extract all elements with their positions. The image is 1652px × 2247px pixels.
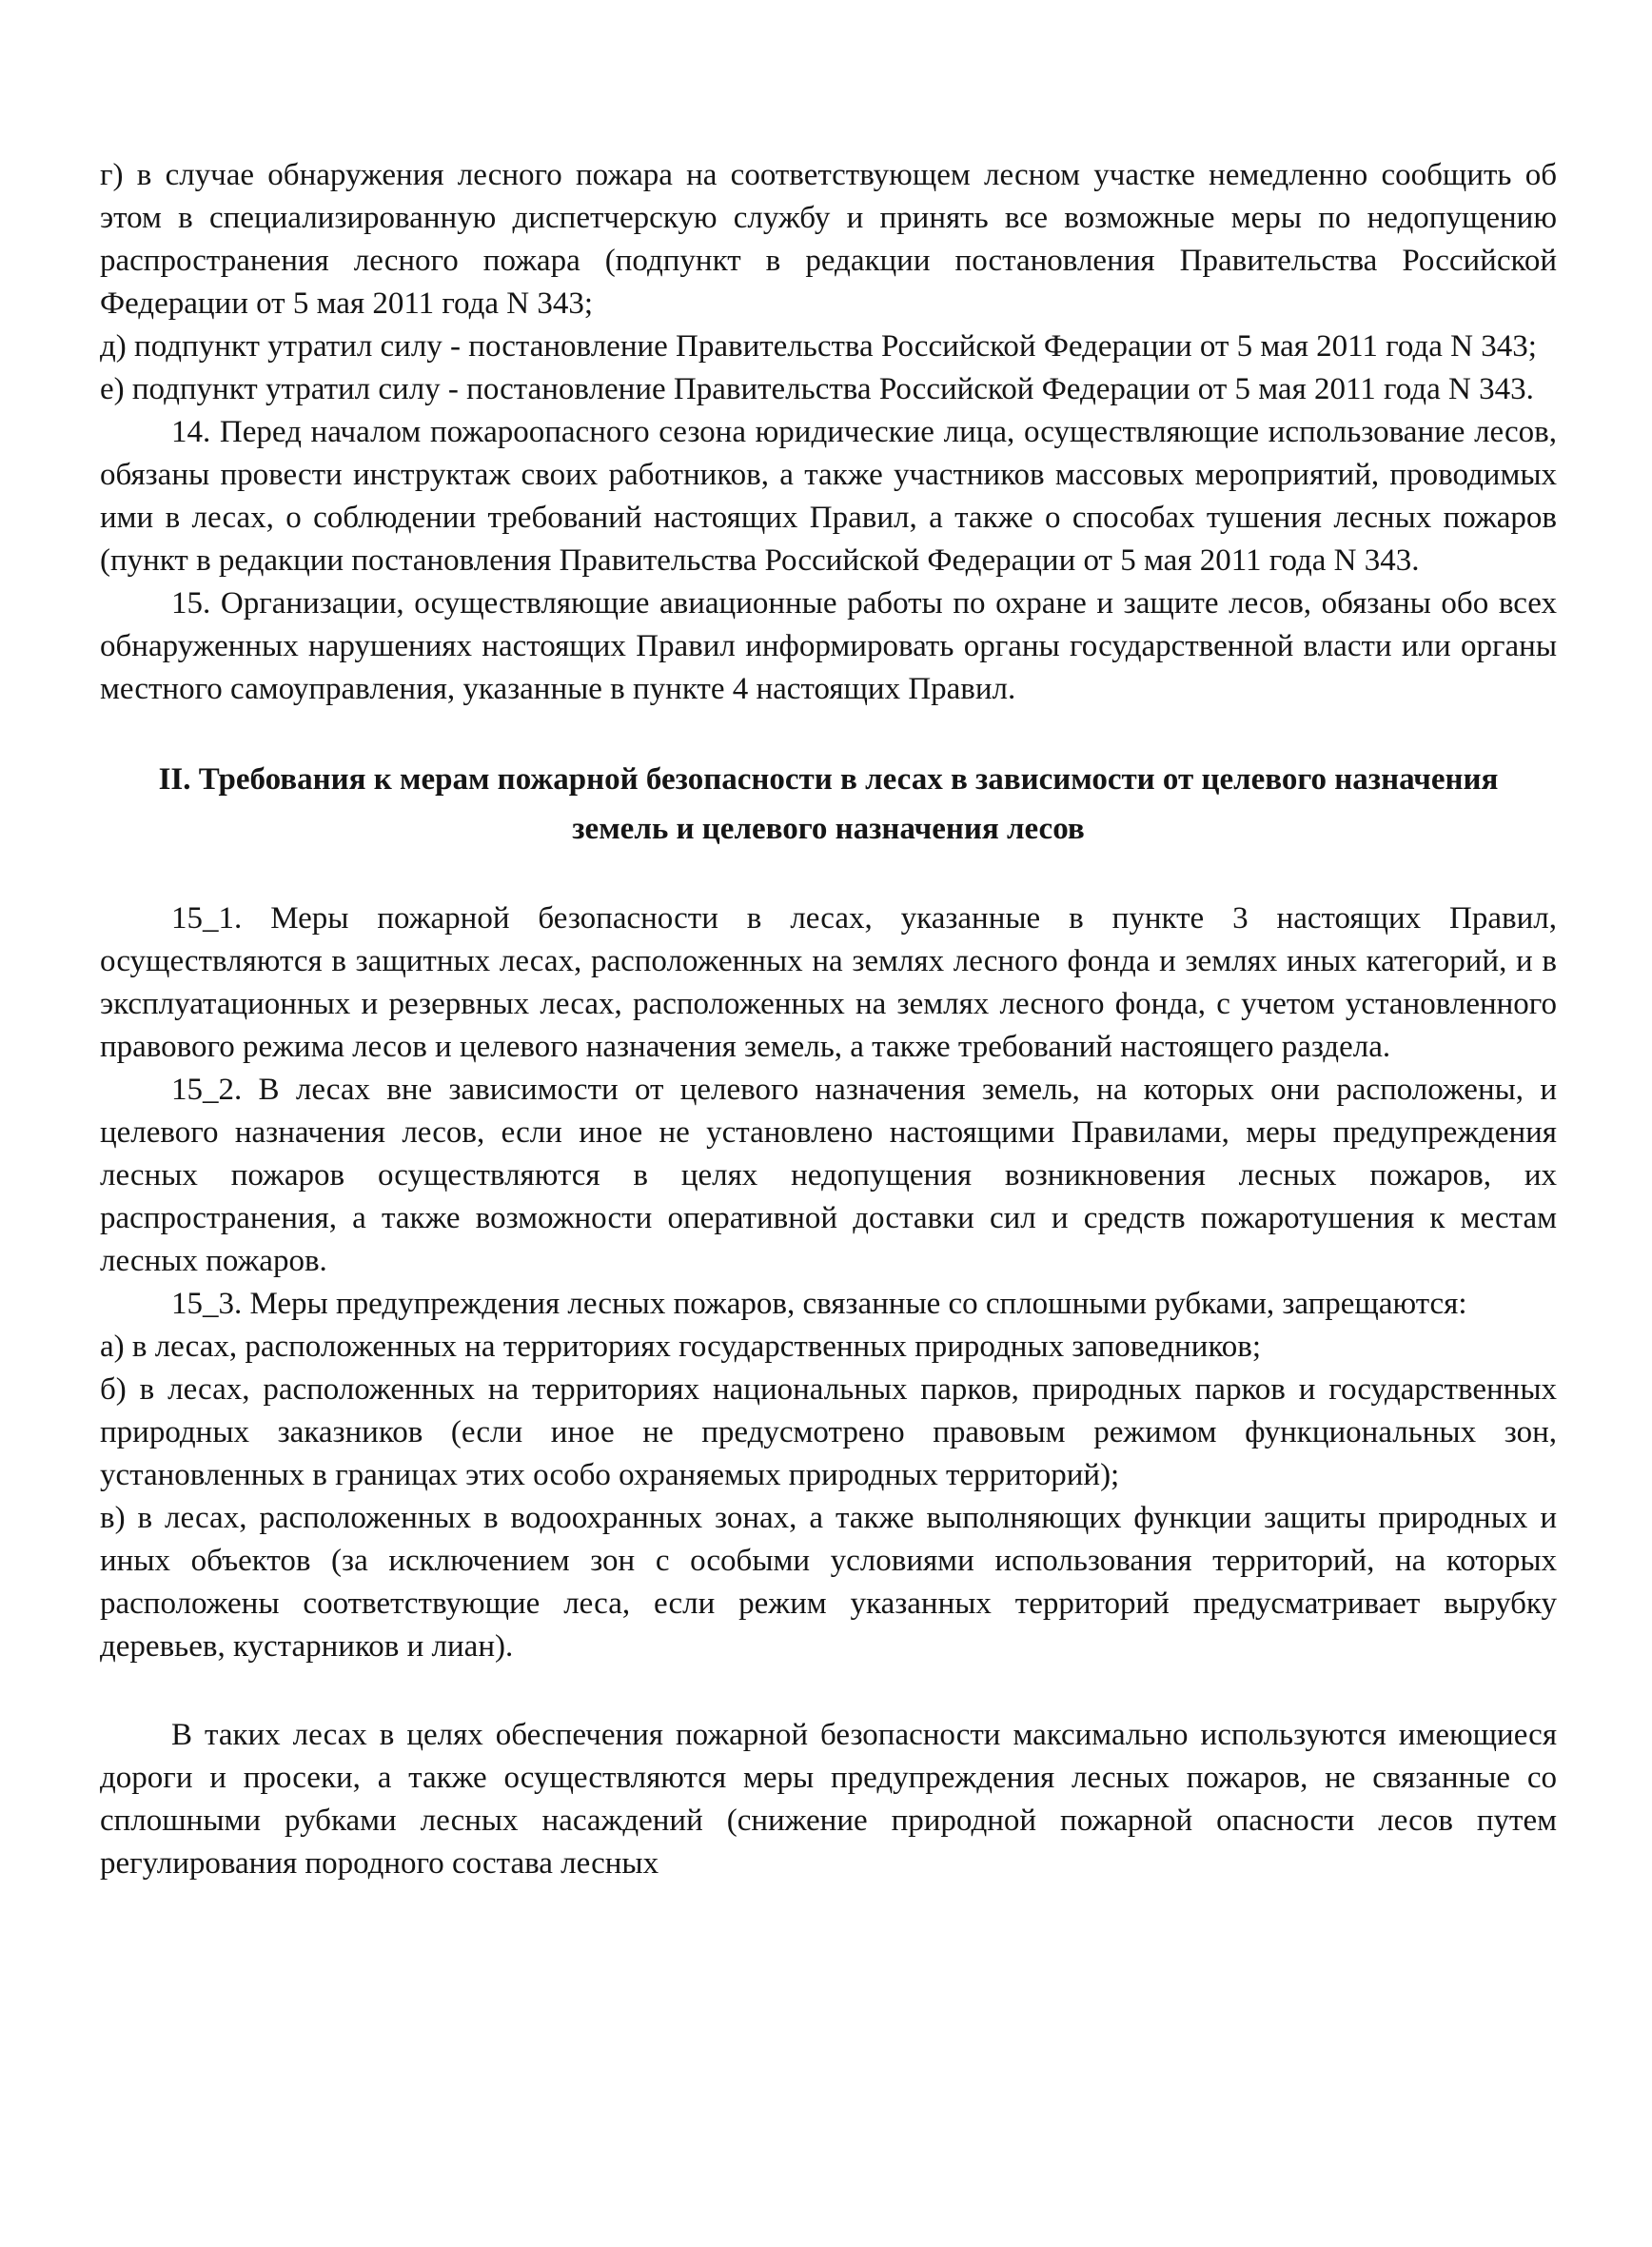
paragraph-subpoint-a: а) в лесах, расположенных на территориях государственных природных заповедников; (100, 1330, 1262, 1364)
paragraph-subpoint-d: д) подпункт утратил силу - постановление Правительства Российской Федерации от 5 мая 2011 года N 343; (100, 329, 1537, 364)
paragraph-point-15-2: 15_2. В лесах вне зависимости от целевого назначения земель, на которых они расположены, и целевого назначения лесов, если иное не установлено настоящими Правилами, меры предупреждения лесных пожаров осуществляются в целях недопущения возникновения лесных пожаров, их распространения, а также возможности оперативной доставки сил и средств пожаротушения к местам лесных пожаров. (100, 1073, 1557, 1278)
paragraph-subpoint-g: г) в случае обнаружения лесного пожара на соответствующем лесном участке немедленно сообщить об этом в специализированную диспетчерскую службу и принять все возможные меры по недопущению распространения лесного пожара (подпункт в редакции постановления Правительства Российской Федерации от 5 мая 2011 года N 343; (100, 158, 1557, 321)
section-ii-heading: II. Требования к мерам пожарной безопасности в лесах в зависимости от целевого назначения земель и целевого назначения лесов (158, 762, 1499, 846)
paragraph-point-15-3: 15_3. Меры предупреждения лесных пожаров, связанные со сплошными рубками, запрещаются: (171, 1287, 1467, 1321)
paragraph-point-15-1: 15_1. Меры пожарной безопасности в лесах, указанные в пункте 3 настоящих Правил, осуществляются в защитных лесах, расположенных на землях лесного фонда и землях иных категорий, и в эксплуатационных и резервных лесах, расположенных на землях лесного фонда, с учетом установленного правового режима лесов и целевого назначения земель, а также требований настоящего раздела. (100, 901, 1557, 1064)
paragraph-subpoint-b: б) в лесах, расположенных на территориях национальных парков, природных парков и государственных природных заказников (если иное не предусмотрено правовым режимом функциональных зон, установленных в границах этих особо охраняемых природных территорий); (100, 1372, 1557, 1492)
paragraph-point-14: 14. Перед началом пожароопасного сезона юридические лица, осуществляющие использование лесов, обязаны провести инструктаж своих работников, а также участников массовых мероприятий, проводимых ими в лесах, о соблюдении требований настоящих Правил, а также о способах тушения лесных пожаров (пункт в редакции постановления Правительства Российской Федерации от 5 мая 2011 года N 343. (100, 415, 1557, 578)
paragraph-closing: В таких лесах в целях обеспечения пожарной безопасности максимально используются имеющиеся дороги и просеки, а также осуществляются меры предупреждения лесных пожаров, не связанные со сплошными рубками лесных насаждений (снижение природной пожарной опасности лесов путем регулирования породного состава лесных (100, 1718, 1557, 1881)
paragraph-point-15: 15. Организации, осуществляющие авиационные работы по охране и защите лесов, обязаны обо всех обнаруженных нарушениях настоящих Правил информировать органы государственной власти или органы местного самоуправления, указанные в пункте 4 настоящих Правил. (100, 586, 1557, 706)
paragraph-subpoint-e: е) подпункт утратил силу - постановление Правительства Российской Федерации от 5 мая 2011 года N 343. (100, 372, 1534, 406)
paragraph-subpoint-v: в) в лесах, расположенных в водоохранных зонах, а также выполняющих функции защиты природных и иных объектов (за исключением зон с особыми условиями использования территорий, на которых расположены соответствующие леса, если режим указанных территорий предусматривает вырубку деревьев, кустарников и лиан). (100, 1501, 1557, 1664)
